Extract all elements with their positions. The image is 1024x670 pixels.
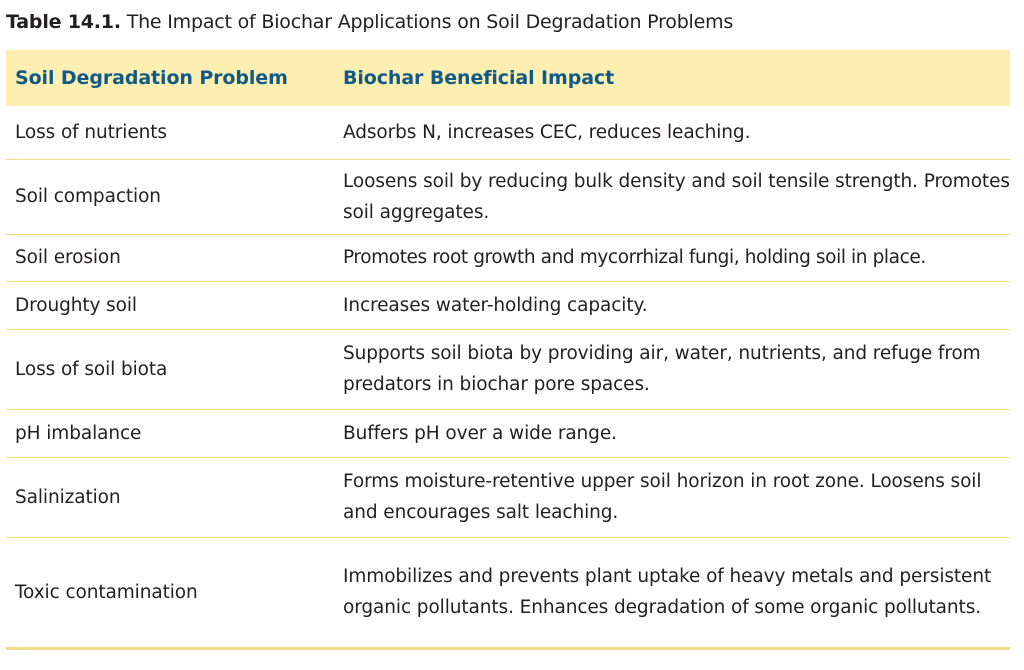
table-row <box>6 234 1010 281</box>
impact-cell: Promotes root growth and mycorrhizal fungi, holding soil in place. <box>343 247 926 268</box>
problem-cell: Droughty soil <box>15 294 137 316</box>
impact-cell: Supports soil biota by providing air, water, nutrients, and refuge from predators in biochar pore spaces. <box>343 343 981 395</box>
table-caption <box>6 8 733 36</box>
impact-cell: Adsorbs N, increases CEC, reduces leaching. <box>343 121 751 143</box>
table-row <box>6 281 1010 329</box>
table-number: Table 14.1. <box>6 11 121 33</box>
problem-cell: Salinization <box>15 486 121 508</box>
impact-cell: Loosens soil by reducing bulk density and soil tensile strength. Promotes soil aggregates. <box>343 170 1010 223</box>
problem-cell: Soil erosion <box>15 247 121 268</box>
impact-cell: Forms moisture-retentive upper soil horizon in root zone. Loosens soil and encourages salt leaching. <box>343 471 982 523</box>
table-header-row <box>6 50 1010 106</box>
problem-cell: pH imbalance <box>15 422 142 444</box>
impact-cell: Increases water-holding capacity. <box>343 294 648 316</box>
impact-cell: Immobilizes and prevents plant uptake of heavy metals and persistent organic pollutants. Enhances degradation of some organic pollutants. <box>343 566 992 618</box>
table-row <box>6 329 1010 409</box>
problem-cell: Loss of nutrients <box>15 121 167 143</box>
header-soil-degradation-problem: Soil Degradation Problem <box>15 66 288 89</box>
table-row <box>6 159 1010 234</box>
impact-cell: Buffers pH over a wide range. <box>343 422 617 444</box>
table-row <box>6 457 1010 537</box>
table-row <box>6 106 1010 159</box>
table-row <box>6 537 1010 648</box>
problem-cell: Toxic contamination <box>15 581 198 603</box>
header-biochar-beneficial-impact: Biochar Beneficial Impact <box>343 66 615 89</box>
table-row <box>6 409 1010 457</box>
problem-cell: Loss of soil biota <box>15 358 168 380</box>
problem-cell: Soil compaction <box>15 186 161 207</box>
biochar-impact-table <box>6 50 1010 650</box>
table-title: The Impact of Biochar Applications on Soil Degradation Problems <box>126 11 734 33</box>
